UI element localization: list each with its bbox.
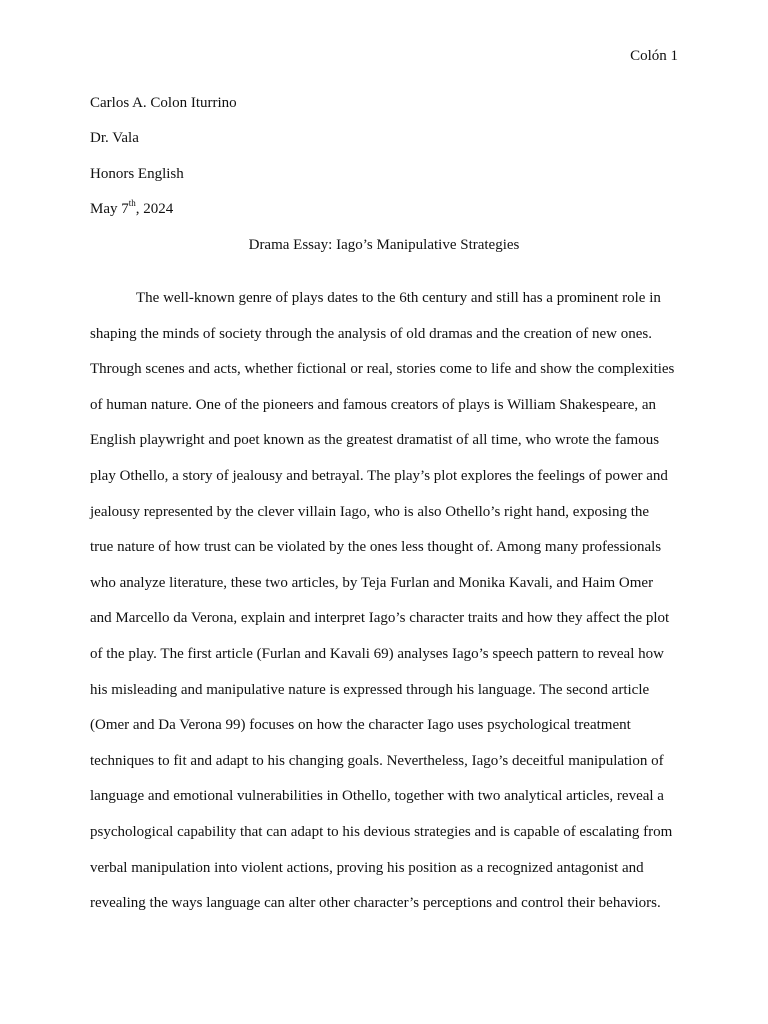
body-line: The well-known genre of plays dates to the 6th century and still has a prominent role in xyxy=(136,290,661,306)
body-line: verbal manipulation into violent actions, proving his position as a recognized antagonist and xyxy=(90,859,644,876)
instructor-name: Dr. Vala xyxy=(90,130,139,146)
body-line: true nature of how trust can be violated by the ones less thought of. Among many professionals xyxy=(90,539,662,556)
body-line: shaping the minds of society through the analysis of old dramas and the creation of new ones. xyxy=(90,325,652,342)
essay-date xyxy=(90,200,173,218)
body-line: of the play. The first article (Furlan and Kavali 69) analyses Iago’s speech pattern to reveal how xyxy=(90,645,664,662)
date-prefix: May 7 xyxy=(90,201,129,217)
body-line: techniques to fit and adapt to his changing goals. Nevertheless, Iago’s deceitful manipulation of xyxy=(90,752,664,769)
running-head: Colón 1 xyxy=(630,48,678,64)
body-line: who analyze literature, these two articles, by Teja Furlan and Monika Kavali, and Haim Omer xyxy=(90,574,654,591)
body-line: and Marcello da Verona, explain and interpret Iago’s character traits and how they affect the plot xyxy=(90,610,670,627)
body-line: revealing the ways language can alter other character’s perceptions and control their behaviors. xyxy=(90,895,661,912)
body-line: of human nature. One of the pioneers and famous creators of plays is William Shakespeare, an xyxy=(90,396,657,413)
date-ordinal: th xyxy=(128,198,136,208)
body-line: Through scenes and acts, whether fictional or real, stories come to life and show the complexities xyxy=(90,361,675,378)
date-suffix: , 2024 xyxy=(135,201,174,217)
body-line: play Othello, a story of jealousy and betrayal. The play’s plot explores the feelings of power and xyxy=(90,467,668,484)
essay-title: Drama Essay: Iago’s Manipulative Strategies xyxy=(248,237,520,253)
author-name: Carlos A. Colon Iturrino xyxy=(90,95,237,111)
body-line: language and emotional vulnerabilities in Othello, together with two analytical articles, reveal a xyxy=(90,788,664,805)
body-line: English playwright and poet known as the greatest dramatist of all time, who wrote the famous xyxy=(90,432,660,449)
essay-body xyxy=(90,281,680,922)
body-line: jealousy represented by the clever villain Iago, who is also Othello’s right hand, exposing the xyxy=(90,503,650,520)
body-line: his misleading and manipulative nature is expressed through his language. The second article xyxy=(90,681,650,698)
body-line: (Omer and Da Verona 99) focuses on how the character Iago uses psychological treatment xyxy=(90,717,631,734)
course-name: Honors English xyxy=(90,166,184,182)
body-line: psychological capability that can adapt to his devious strategies and is capable of escalating from xyxy=(90,823,673,840)
